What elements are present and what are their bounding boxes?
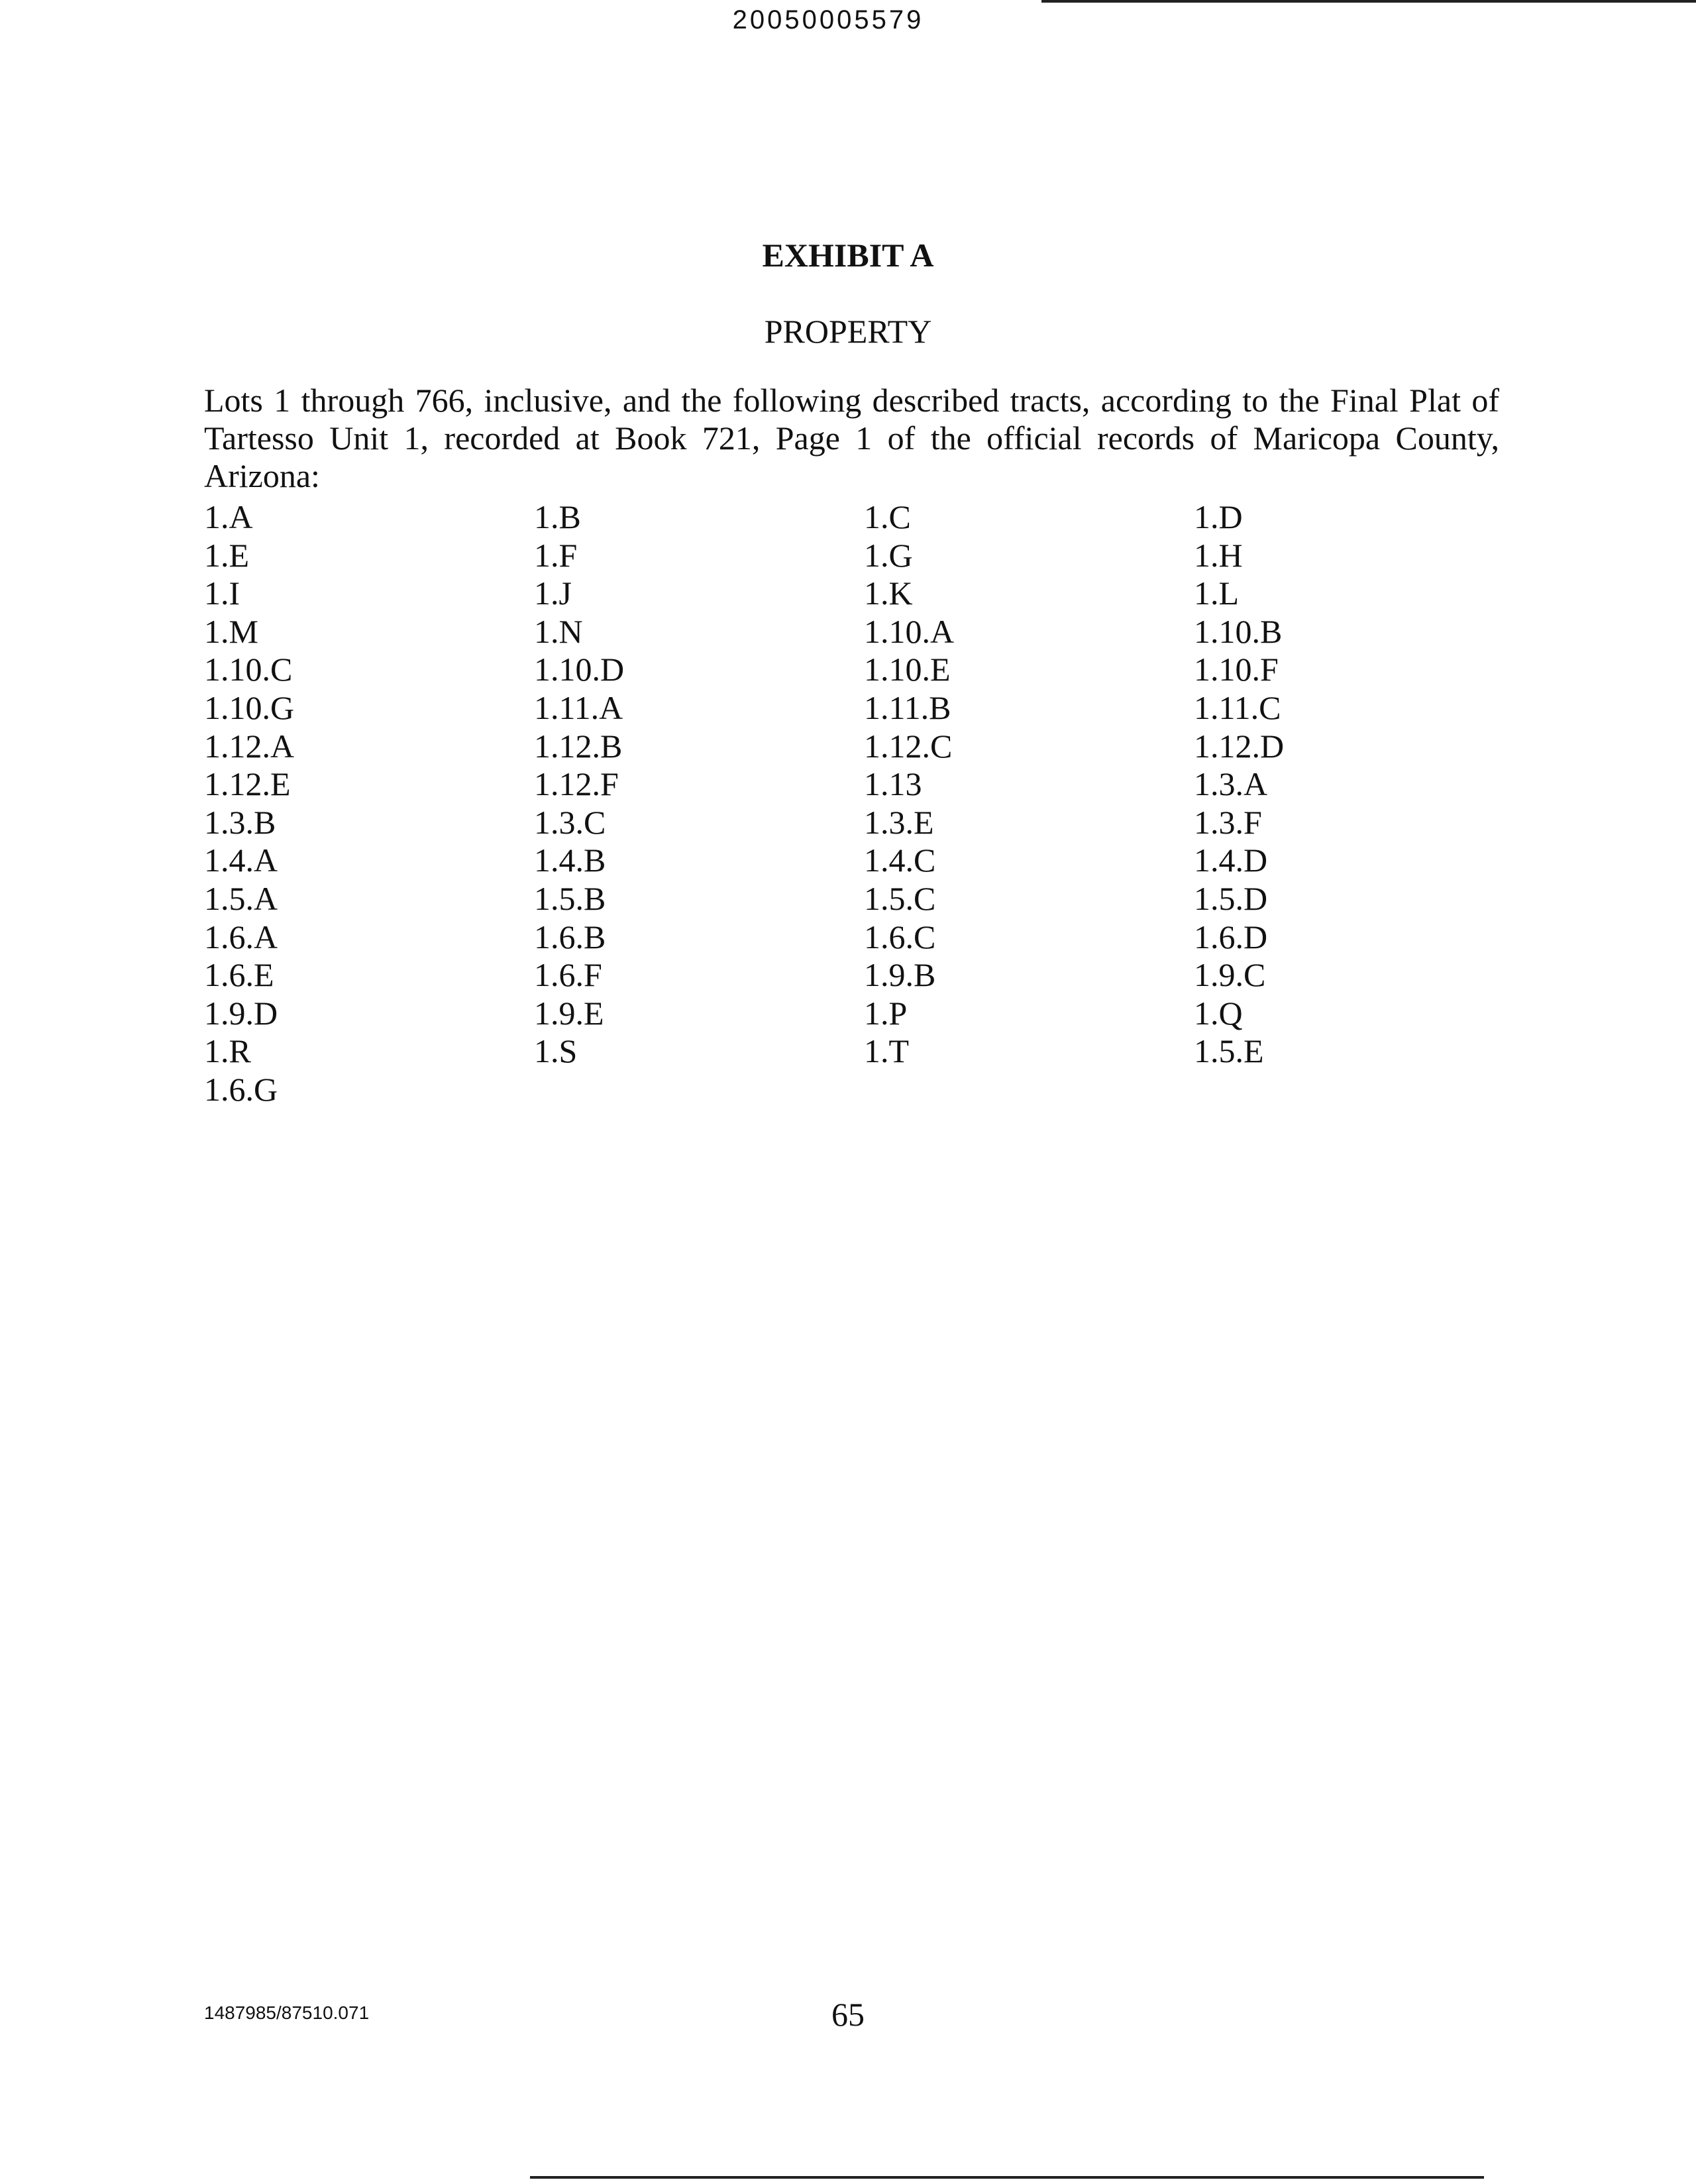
intro-line: Tartesso Unit 1, recorded at Book 721, Page 1 of the official records of Maricopa County, Arizona: (204, 419, 1499, 494)
document-id: 1487985/87510.071 (204, 2002, 370, 2023)
tract-item: 1.4.C (864, 842, 936, 879)
tract-item: 1.G (864, 536, 913, 574)
tract-item: 1.9.D (204, 994, 278, 1032)
tract-item: 1.12.F (534, 765, 619, 803)
tract-item: 1.9.C (1194, 956, 1266, 994)
tract-item: 1.10.C (204, 651, 293, 688)
tract-list (204, 498, 1524, 1109)
tract-item: 1.3.F (1194, 803, 1262, 841)
tract-item: 1.Q (1194, 994, 1243, 1032)
tract-item: 1.J (534, 574, 572, 612)
tract-item: 1.11.B (864, 688, 951, 726)
tract-item: 1.10.E (864, 651, 951, 688)
tract-item: 1.5.A (204, 879, 278, 917)
exhibit-subtitle: PROPERTY (764, 313, 932, 350)
tract-item: 1.P (864, 994, 908, 1032)
tract-item: 1.5.B (534, 879, 606, 917)
tract-item: 1.F (534, 536, 578, 574)
tract-item: 1.11.A (534, 688, 623, 726)
tract-item: 1.3.A (1194, 765, 1268, 803)
tract-item: 1.10.D (534, 651, 625, 688)
tract-item: 1.6.E (204, 956, 274, 994)
tract-item: 1.6.B (534, 918, 606, 956)
top-rule (1041, 0, 1696, 3)
tract-item: 1.11.C (1194, 688, 1281, 726)
tract-item: 1.13 (864, 765, 922, 803)
tract-item: 1.10.F (1194, 651, 1279, 688)
tract-item: 1.9.B (864, 956, 936, 994)
tract-item: 1.5.C (864, 879, 936, 917)
tract-item: 1.R (204, 1032, 251, 1070)
tract-item: 1.C (864, 498, 911, 535)
tract-item: 1.A (204, 498, 253, 535)
tract-item: 1.6.C (864, 918, 936, 956)
tract-item: 1.10.A (864, 612, 955, 650)
recording-number: 20050005579 (732, 5, 924, 34)
tract-item: 1.S (534, 1032, 578, 1070)
tract-item: 1.3.E (864, 803, 934, 841)
tract-item: 1.6.A (204, 918, 278, 956)
tract-item: 1.12.B (534, 727, 623, 765)
tract-item: 1.4.D (1194, 842, 1268, 879)
tract-item: 1.M (204, 612, 258, 650)
tract-item: 1.H (1194, 536, 1243, 574)
tract-item: 1.6.D (1194, 918, 1268, 956)
intro-paragraph (204, 382, 1499, 495)
intro-line: Lots 1 through 766, inclusive, and the following described tracts, according to the Final Plat of (204, 382, 1499, 419)
tract-item: 1.12.A (204, 727, 295, 765)
tract-item: 1.10.B (1194, 612, 1283, 650)
tract-item: 1.E (204, 536, 250, 574)
tract-item: 1.L (1194, 574, 1240, 612)
tract-item: 1.3.C (534, 803, 606, 841)
exhibit-title: EXHIBIT A (762, 237, 934, 274)
tract-item: 1.3.B (204, 803, 276, 841)
tract-item: 1.5.E (1194, 1032, 1264, 1070)
tract-item: 1.6.F (534, 956, 602, 994)
tract-item: 1.6.G (204, 1070, 278, 1108)
tract-item: 1.10.G (204, 688, 295, 726)
tract-item: 1.12.D (1194, 727, 1285, 765)
tract-item: 1.4.A (204, 842, 278, 879)
tract-item: 1.12.E (204, 765, 291, 803)
tract-item: 1.K (864, 574, 913, 612)
tract-item: 1.I (204, 574, 240, 612)
tract-item: 1.4.B (534, 842, 606, 879)
page-number: 65 (831, 1996, 865, 2033)
tract-item: 1.D (1194, 498, 1243, 535)
bottom-rule (530, 2176, 1484, 2179)
tract-item: 1.N (534, 612, 583, 650)
tract-item: 1.9.E (534, 994, 604, 1032)
tract-item: 1.T (864, 1032, 910, 1070)
tract-item: 1.5.D (1194, 879, 1268, 917)
tract-item: 1.B (534, 498, 581, 535)
tract-item: 1.12.C (864, 727, 953, 765)
